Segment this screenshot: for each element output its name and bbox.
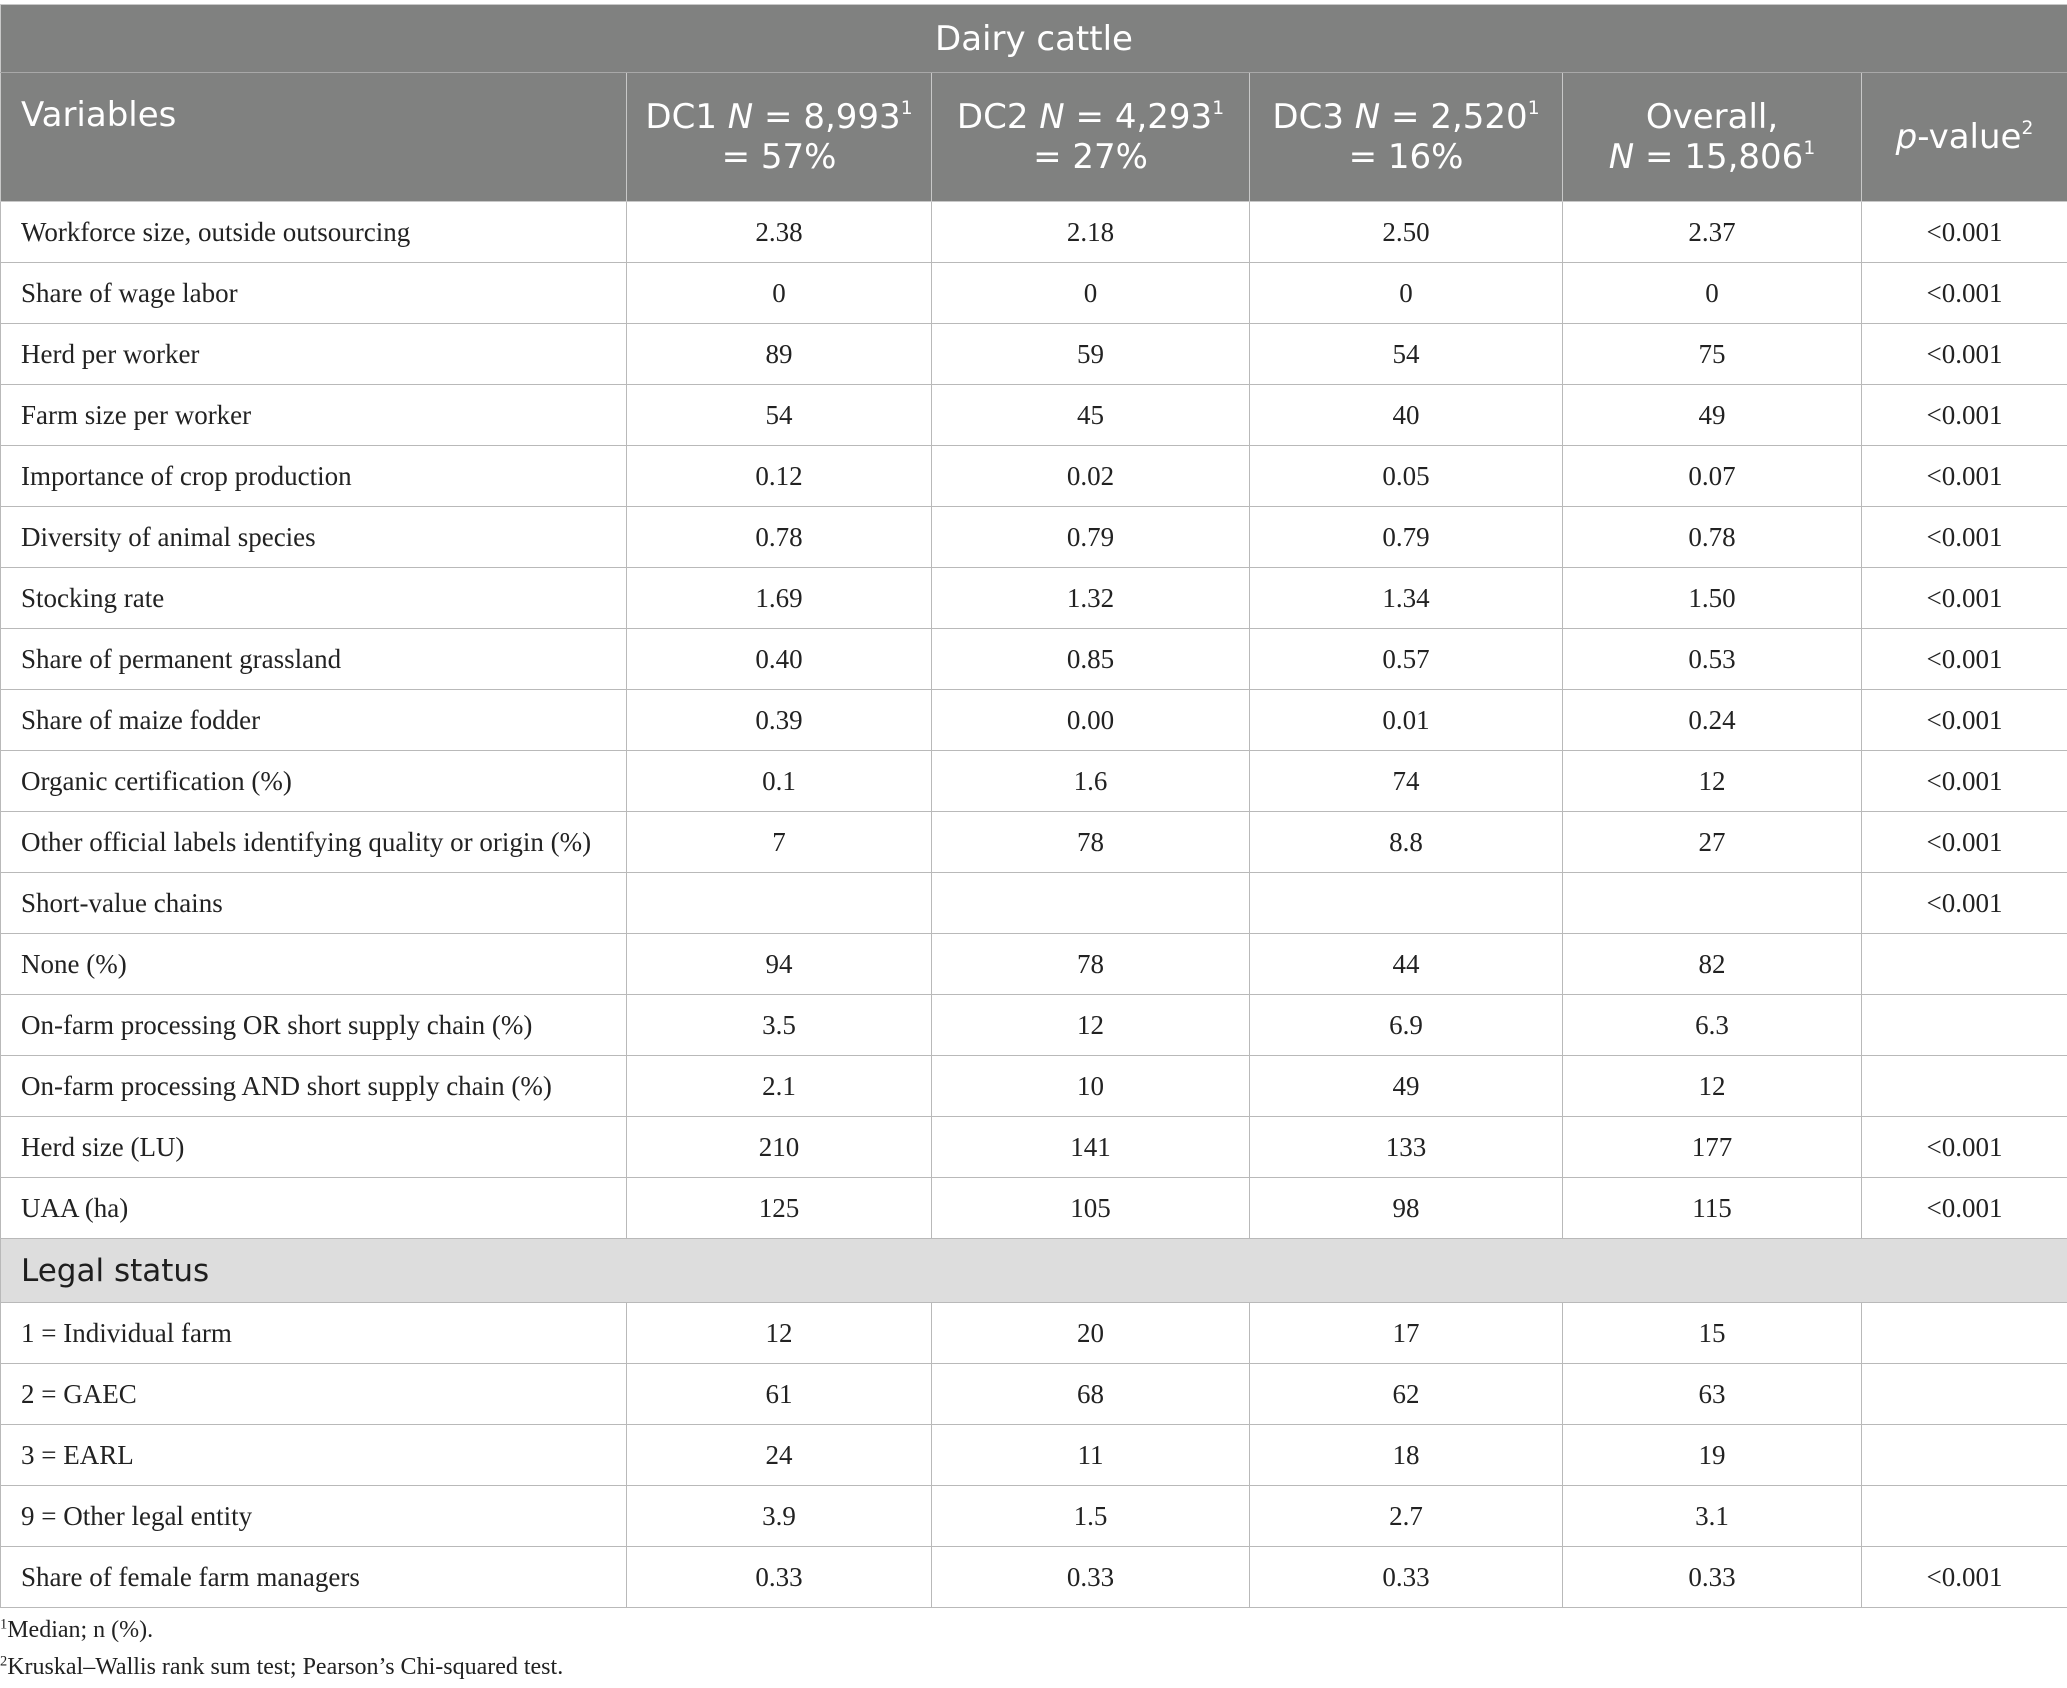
cell-variable: On-farm processing OR short supply chain (%): [1, 995, 627, 1056]
table-section: [1, 1239, 2067, 1303]
header-overall-count: = 15,806: [1634, 137, 1804, 177]
cell-overall: 49: [1563, 385, 1862, 446]
cell-variable: Importance of crop production: [1, 446, 627, 507]
cell-dc3: 2.7: [1250, 1486, 1563, 1547]
header-dc3-share: = 16%: [1348, 137, 1464, 177]
cell-dc1: 0.40: [627, 629, 932, 690]
table-row: [1, 1303, 2067, 1364]
cell-variable: Herd per worker: [1, 324, 627, 385]
table-row: [1, 507, 2067, 568]
cell-dc1: 0.33: [627, 1547, 932, 1608]
cell-dc3: 17: [1250, 1303, 1563, 1364]
cell-p-value: <0.001: [1862, 568, 2067, 629]
table-row: [1, 751, 2067, 812]
cell-dc3: 0.33: [1250, 1547, 1563, 1608]
header-pvalue-p: p: [1895, 117, 1918, 157]
cell-dc1: 7: [627, 812, 932, 873]
cell-overall: 1.50: [1563, 568, 1862, 629]
cell-dc1: 94: [627, 934, 932, 995]
cell-p-value: <0.001: [1862, 873, 2067, 934]
cell-variable: Diversity of animal species: [1, 507, 627, 568]
table-row: [1, 1056, 2067, 1117]
footnote-2: [0, 1649, 563, 1686]
header-pvalue-label: -value: [1917, 117, 2022, 157]
cell-variable: UAA (ha): [1, 1178, 627, 1239]
cell-dc1: 0.78: [627, 507, 932, 568]
cell-dc3: 0.79: [1250, 507, 1563, 568]
cell-dc3: 40: [1250, 385, 1563, 446]
cell-p-value: <0.001: [1862, 202, 2067, 263]
header-dc1-label: DC1: [645, 97, 728, 137]
footnote-1-text: Median; n (%).: [7, 1617, 154, 1643]
cell-dc3: 8.8: [1250, 812, 1563, 873]
cell-variable: Organic certification (%): [1, 751, 627, 812]
cell-variable: Farm size per worker: [1, 385, 627, 446]
cell-p-value: <0.001: [1862, 690, 2067, 751]
cell-dc1: 0: [627, 263, 932, 324]
cell-p-value: <0.001: [1862, 263, 2067, 324]
cell-p-value: <0.001: [1862, 385, 2067, 446]
footnote-2-text: Kruskal–Wallis rank sum test; Pearson’s Chi-squared test.: [7, 1654, 564, 1680]
cell-dc2: 0.00: [932, 690, 1250, 751]
cell-dc3: 98: [1250, 1178, 1563, 1239]
header-dc1: [627, 73, 932, 202]
cell-variable: None (%): [1, 934, 627, 995]
cell-dc1: 24: [627, 1425, 932, 1486]
header-dc1-n: N: [727, 97, 754, 137]
section-row: [1, 1239, 2067, 1303]
table-title: Dairy cattle: [1, 5, 2067, 73]
header-pvalue: [1862, 73, 2067, 202]
cell-dc3: 0.57: [1250, 629, 1563, 690]
cell-variable: Stocking rate: [1, 568, 627, 629]
cell-p-value: [1862, 1056, 2067, 1117]
cell-p-value: <0.001: [1862, 812, 2067, 873]
section-label: Legal status: [1, 1239, 2067, 1303]
cell-p-value: <0.001: [1862, 1547, 2067, 1608]
cell-dc2: 59: [932, 324, 1250, 385]
header-overall-sup: 1: [1803, 137, 1816, 159]
cell-dc2: 105: [932, 1178, 1250, 1239]
cell-dc1: 3.9: [627, 1486, 932, 1547]
cell-overall: 0.78: [1563, 507, 1862, 568]
cell-overall: [1563, 873, 1862, 934]
cell-overall: 6.3: [1563, 995, 1862, 1056]
cell-dc2: 0: [932, 263, 1250, 324]
cell-dc2: [932, 873, 1250, 934]
cell-variable: 1 = Individual farm: [1, 1303, 627, 1364]
cell-dc1: 1.69: [627, 568, 932, 629]
table-body-legal: [1, 1303, 2067, 1608]
cell-dc2: 20: [932, 1303, 1250, 1364]
cell-dc1: 0.1: [627, 751, 932, 812]
cell-dc2: 141: [932, 1117, 1250, 1178]
cell-dc1: 12: [627, 1303, 932, 1364]
dairy-cattle-table: [0, 4, 2067, 1608]
cell-overall: 63: [1563, 1364, 1862, 1425]
cell-variable: Share of wage labor: [1, 263, 627, 324]
cell-dc1: [627, 873, 932, 934]
header-dc2-count: = 4,293: [1064, 97, 1213, 137]
cell-p-value: [1862, 1486, 2067, 1547]
header-dc3-count: = 2,520: [1380, 97, 1528, 137]
header-overall: [1563, 73, 1862, 202]
header-dc2-sup: 1: [1212, 97, 1225, 119]
cell-dc3: 0.05: [1250, 446, 1563, 507]
table-row: [1, 995, 2067, 1056]
cell-p-value: <0.001: [1862, 1117, 2067, 1178]
cell-dc1: 89: [627, 324, 932, 385]
cell-variable: Share of permanent grassland: [1, 629, 627, 690]
footnote-1-marker: 1: [0, 1616, 8, 1633]
cell-variable: On-farm processing AND short supply chain (%): [1, 1056, 627, 1117]
cell-p-value: [1862, 995, 2067, 1056]
cell-overall: 0.07: [1563, 446, 1862, 507]
table-body-main: [1, 202, 2067, 1239]
header-overall-n: N: [1608, 137, 1635, 177]
cell-overall: 19: [1563, 1425, 1862, 1486]
cell-dc3: 18: [1250, 1425, 1563, 1486]
header-dc3-sup: 1: [1527, 97, 1540, 119]
cell-overall: 27: [1563, 812, 1862, 873]
cell-p-value: <0.001: [1862, 1178, 2067, 1239]
table-row: [1, 202, 2067, 263]
cell-dc3: 74: [1250, 751, 1563, 812]
cell-overall: 0.33: [1563, 1547, 1862, 1608]
header-dc1-share: = 57%: [721, 137, 837, 177]
cell-dc2: 11: [932, 1425, 1250, 1486]
cell-p-value: <0.001: [1862, 324, 2067, 385]
cell-dc1: 125: [627, 1178, 932, 1239]
cell-dc2: 0.79: [932, 507, 1250, 568]
cell-dc3: 133: [1250, 1117, 1563, 1178]
cell-overall: 0.53: [1563, 629, 1862, 690]
cell-dc3: 0.01: [1250, 690, 1563, 751]
cell-dc2: 0.33: [932, 1547, 1250, 1608]
cell-p-value: [1862, 1303, 2067, 1364]
cell-p-value: [1862, 934, 2067, 995]
cell-dc2: 68: [932, 1364, 1250, 1425]
table-row: [1, 324, 2067, 385]
cell-p-value: <0.001: [1862, 751, 2067, 812]
cell-overall: 0.24: [1563, 690, 1862, 751]
table-row: [1, 690, 2067, 751]
cell-dc1: 2.1: [627, 1056, 932, 1117]
cell-variable: 2 = GAEC: [1, 1364, 627, 1425]
header-dc3: [1250, 73, 1563, 202]
table-row: [1, 934, 2067, 995]
cell-overall: 82: [1563, 934, 1862, 995]
table-row: [1, 568, 2067, 629]
table-row: [1, 1547, 2067, 1608]
table-container: [0, 4, 2067, 1608]
cell-dc2: 10: [932, 1056, 1250, 1117]
cell-dc1: 2.38: [627, 202, 932, 263]
header-dc3-label: DC3: [1272, 97, 1355, 137]
cell-overall: 15: [1563, 1303, 1862, 1364]
cell-overall: 12: [1563, 1056, 1862, 1117]
cell-dc1: 0.12: [627, 446, 932, 507]
cell-dc2: 1.32: [932, 568, 1250, 629]
cell-dc3: 6.9: [1250, 995, 1563, 1056]
table-row: [1, 1364, 2067, 1425]
cell-variable: Workforce size, outside outsourcing: [1, 202, 627, 263]
cell-dc3: 54: [1250, 324, 1563, 385]
header-dc2-label: DC2: [956, 97, 1040, 137]
cell-overall: 115: [1563, 1178, 1862, 1239]
cell-overall: 3.1: [1563, 1486, 1862, 1547]
cell-overall: 12: [1563, 751, 1862, 812]
cell-dc3: 1.34: [1250, 568, 1563, 629]
header-dc1-count: = 8,993: [753, 97, 901, 137]
cell-variable: Other official labels identifying quality or origin (%): [1, 812, 627, 873]
header-overall-label: Overall,: [1645, 97, 1779, 137]
cell-dc1: 61: [627, 1364, 932, 1425]
table-row: [1, 812, 2067, 873]
header-dc2-n: N: [1039, 97, 1065, 137]
cell-variable: Herd size (LU): [1, 1117, 627, 1178]
header-dc2-share: = 27%: [1033, 137, 1148, 177]
cell-p-value: <0.001: [1862, 507, 2067, 568]
table-row: [1, 1425, 2067, 1486]
table-row: [1, 1178, 2067, 1239]
table-row: [1, 629, 2067, 690]
cell-dc2: 2.18: [932, 202, 1250, 263]
cell-overall: 75: [1563, 324, 1862, 385]
cell-p-value: [1862, 1425, 2067, 1486]
header-dc1-sup: 1: [900, 97, 913, 119]
cell-overall: 2.37: [1563, 202, 1862, 263]
footnote-2-marker: 2: [0, 1653, 8, 1670]
cell-p-value: <0.001: [1862, 446, 2067, 507]
cell-dc1: 210: [627, 1117, 932, 1178]
header-variables: Variables: [1, 73, 627, 202]
cell-dc2: 78: [932, 934, 1250, 995]
footnotes: [0, 1612, 563, 1686]
cell-variable: 3 = EARL: [1, 1425, 627, 1486]
cell-dc3: [1250, 873, 1563, 934]
cell-variable: Share of maize fodder: [1, 690, 627, 751]
cell-variable: 9 = Other legal entity: [1, 1486, 627, 1547]
cell-dc2: 45: [932, 385, 1250, 446]
table-row: [1, 263, 2067, 324]
table-row: [1, 446, 2067, 507]
table-row: [1, 385, 2067, 446]
cell-dc3: 0: [1250, 263, 1563, 324]
cell-dc2: 0.85: [932, 629, 1250, 690]
cell-dc2: 78: [932, 812, 1250, 873]
cell-dc1: 3.5: [627, 995, 932, 1056]
cell-variable: Share of female farm managers: [1, 1547, 627, 1608]
cell-dc2: 0.02: [932, 446, 1250, 507]
cell-dc2: 1.6: [932, 751, 1250, 812]
cell-variable: Short-value chains: [1, 873, 627, 934]
cell-p-value: <0.001: [1862, 629, 2067, 690]
header-dc2: [932, 73, 1250, 202]
cell-dc3: 62: [1250, 1364, 1563, 1425]
header-dc3-n: N: [1354, 97, 1381, 137]
cell-overall: 0: [1563, 263, 1862, 324]
cell-dc3: 44: [1250, 934, 1563, 995]
table-row: [1, 873, 2067, 934]
cell-dc2: 1.5: [932, 1486, 1250, 1547]
header-pvalue-sup: 2: [2021, 117, 2034, 139]
cell-dc1: 54: [627, 385, 932, 446]
cell-dc2: 12: [932, 995, 1250, 1056]
cell-overall: 177: [1563, 1117, 1862, 1178]
cell-dc3: 49: [1250, 1056, 1563, 1117]
cell-dc3: 2.50: [1250, 202, 1563, 263]
table-row: [1, 1117, 2067, 1178]
cell-dc1: 0.39: [627, 690, 932, 751]
table-row: [1, 1486, 2067, 1547]
cell-p-value: [1862, 1364, 2067, 1425]
footnote-1: [0, 1612, 563, 1649]
